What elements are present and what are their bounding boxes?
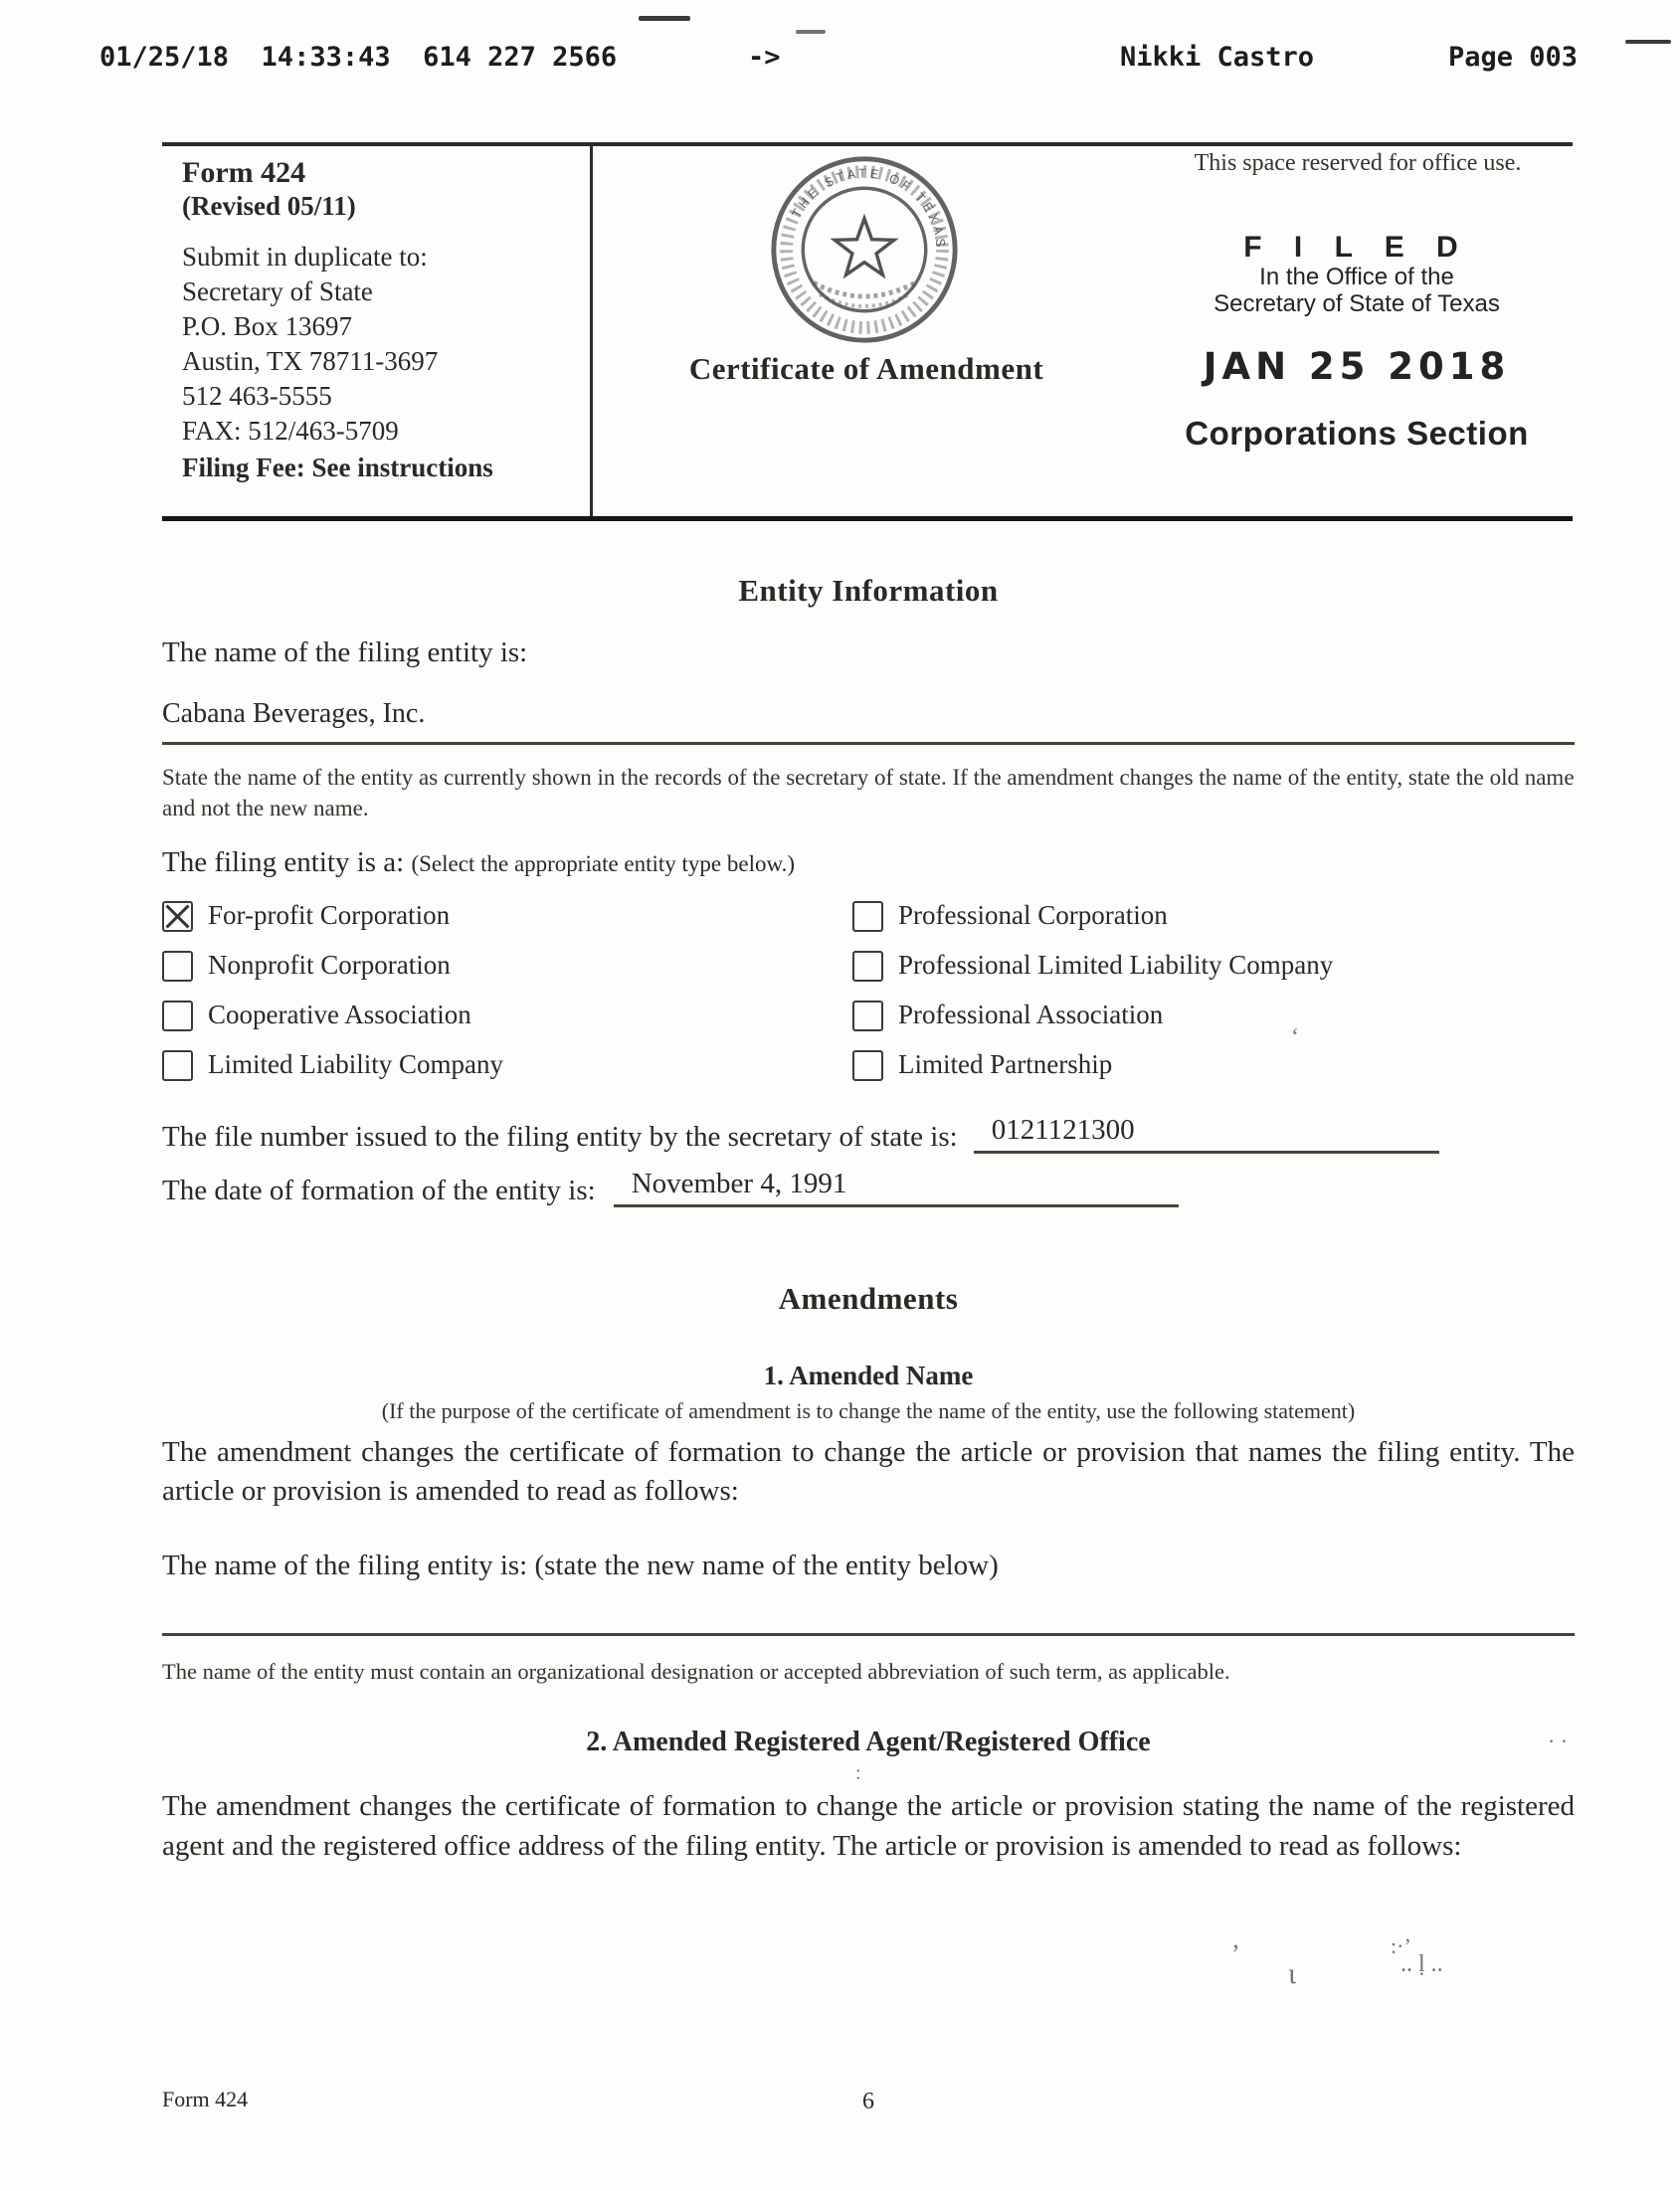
checkbox-limited-partnership[interactable] (852, 1047, 1575, 1097)
formation-date-label: The date of formation of the entity is: (162, 1175, 596, 1206)
checkbox-label: Limited Liability Company (208, 1049, 503, 1079)
fax-recipient: Nikki Castro (1120, 42, 1315, 73)
header-box-divider (590, 146, 593, 516)
scan-artifact: ’ (1231, 1939, 1240, 1968)
entity-type-hint: (Select the appropriate entity type below.) (411, 851, 796, 876)
scan-artifact: : (855, 1762, 861, 1784)
checkbox-icon (162, 1050, 193, 1081)
file-number-row (162, 1114, 1575, 1154)
checkbox-nonprofit-corporation[interactable] (162, 948, 852, 998)
scan-artifact: :·’ (1391, 1933, 1411, 1958)
form-info-cell (182, 156, 575, 485)
fax-page-number: Page 003 (1448, 42, 1579, 73)
new-entity-name-blank-field (162, 1589, 1575, 1636)
scan-artifact (639, 16, 690, 21)
checkbox-label: Professional Association (898, 1000, 1164, 1029)
footer-page-number: 6 (862, 2089, 874, 2114)
checkbox-icon (852, 951, 883, 982)
entity-name-label: The name of the filing entity is: (162, 637, 528, 668)
form-number: Form 424 (182, 156, 306, 189)
section2-body: The amendment changes the certificate of formation to change the article or provision stating the name of the registered agent and the registered office address of the filing entity. The article or provision is amended to read as follows: (162, 1790, 1575, 1862)
formation-date-row (162, 1168, 1575, 1207)
filed-stamp (1163, 232, 1551, 453)
checkbox-icon (852, 1050, 883, 1081)
entity-name-note: State the name of the entity as currently shown in the records of the secretary of state. If the amendment changes the name of the entity, state the old name and not the new name. (162, 765, 1575, 821)
stamp-office-line: In the Office of the (1259, 264, 1454, 290)
office-use-note: This space reserved for office use. (1194, 150, 1522, 176)
checkbox-for-profit-corporation[interactable] (162, 898, 852, 948)
stamp-filed-text: F I L E D (1243, 231, 1470, 264)
entity-name-field (162, 698, 1575, 745)
document-title: Certificate of Amendment (688, 351, 1044, 386)
section1-body: The amendment changes the certificate of formation to change the article or provision that names the filing entity. The article or provision is amended to read as follows: (162, 1436, 1575, 1507)
stamp-office-line: Secretary of State of Texas (1213, 290, 1500, 317)
checkbox-professional-llc[interactable] (852, 948, 1575, 998)
checkbox-icon (852, 1001, 883, 1031)
checkbox-icon (852, 901, 883, 932)
checkbox-icon (162, 1001, 193, 1031)
checkbox-label: Professional Corporation (898, 900, 1168, 930)
file-number-label: The file number issued to the filing entity by the secretary of state is: (162, 1121, 958, 1153)
svg-text:THE STATE OF TEXAS: THE STATE OF TEXAS (788, 165, 949, 252)
texas-state-seal-icon (767, 152, 962, 347)
stamp-section: Corporations Section (1185, 415, 1529, 452)
scan-artifact: · · (1548, 1729, 1569, 1753)
footer-form-number: Form 424 (162, 2087, 249, 2111)
section2-title: 2. Amended Registered Agent/Registered Office (586, 1727, 1151, 1757)
submit-instruction-line: FAX: 512/463-5709 (182, 416, 399, 446)
section1-note: The name of the entity must contain an organizational designation or accepted abbreviation of such term, as applicable. (162, 1659, 1230, 1684)
checkbox-label: Cooperative Association (208, 1000, 471, 1029)
checkbox-label: Limited Partnership (898, 1049, 1113, 1079)
checkbox-professional-corporation[interactable] (852, 898, 1575, 948)
entity-name-value: Cabana Beverages, Inc. (162, 698, 426, 729)
submit-instruction-line: Austin, TX 78711-3697 (182, 346, 439, 376)
scan-artifact: ι (1288, 1957, 1297, 1990)
checkbox-label: For-profit Corporation (208, 900, 451, 930)
checkbox-cooperative-association[interactable] (162, 998, 852, 1047)
submit-instruction-line: 512 463-5555 (182, 381, 332, 411)
checkbox-label: Professional Limited Liability Company (898, 950, 1334, 980)
checkbox-icon (162, 951, 193, 982)
entity-type-label-row (162, 846, 1575, 879)
submit-instruction-line: Submit in duplicate to: (182, 242, 428, 272)
formation-date-value: November 4, 1991 (614, 1168, 1179, 1207)
fax-timestamp: 01/25/18 14:33:43 614 227 2566 (99, 42, 618, 73)
stamp-date: JAN 25 2018 (1203, 345, 1511, 388)
form-header-box (162, 142, 1573, 521)
checkbox-limited-liability-company[interactable] (162, 1047, 852, 1097)
scan-artifact: .. ḷ .. (1400, 1951, 1443, 1977)
form-revision: (Revised 05/11) (182, 191, 356, 221)
submit-instruction-line: P.O. Box 13697 (182, 311, 353, 341)
section1-hint: (If the purpose of the certificate of amendment is to change the name of the entity, use the following statement) (381, 1398, 1356, 1423)
fax-transmission-header (0, 42, 1680, 84)
checkbox-professional-association[interactable] (852, 998, 1575, 1047)
scan-artifact: ‘ (1291, 1024, 1299, 1050)
section1-title: 1. Amended Name (763, 1361, 974, 1390)
scan-artifact (796, 30, 826, 34)
entity-type-checkbox-group (162, 898, 1575, 1097)
amendments-heading: Amendments (778, 1281, 959, 1316)
checkbox-label: Nonprofit Corporation (208, 950, 451, 980)
checkbox-icon (162, 901, 193, 932)
entity-information-heading: Entity Information (738, 573, 999, 608)
entity-type-label: The filing entity is a: (162, 846, 412, 878)
filing-fee-note: Filing Fee: See instructions (182, 453, 493, 482)
fax-direction-arrow: -> (748, 42, 781, 73)
submit-instruction-line: Secretary of State (182, 276, 373, 306)
file-number-value: 0121121300 (974, 1114, 1439, 1154)
section1-name-prompt: The name of the filing entity is: (state the new name of the entity below) (162, 1550, 999, 1581)
